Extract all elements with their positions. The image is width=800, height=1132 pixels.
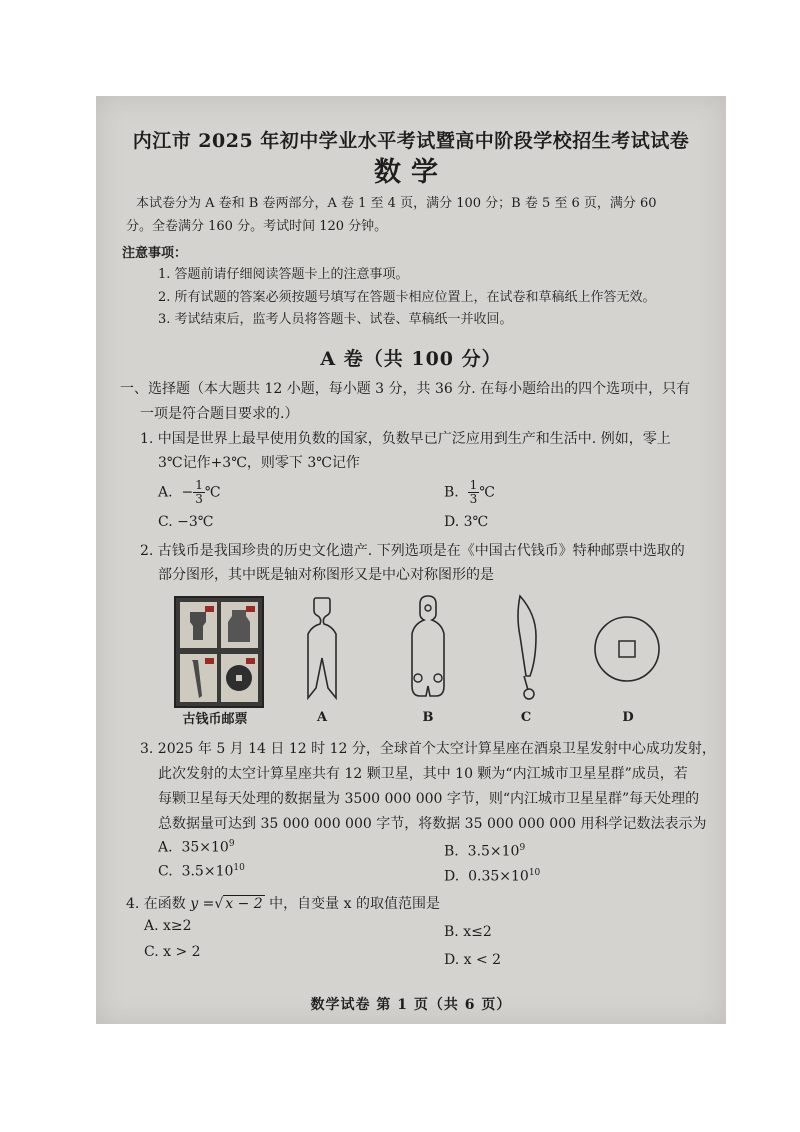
notice-item-2: 2. 所有试题的答案必须按题号填写在答题卡相应位置上，在试卷和草稿纸上作答无效。 [158,290,656,305]
q4-stem: 4. 在函数 y =√ x − 2 中，自变量 x 的取值范围是 [126,896,440,912]
coin-c-label: C [520,710,532,725]
subject-title: 数学 [374,157,448,188]
q3-line-3: 每颗卫星每天处理的数据量为 3500 000 000 字节，则“内江城市卫星星群”每天处理的 [158,791,700,807]
page-footer: 数学试卷 第 1 页（共 6 页） [310,997,512,1013]
exam-title: 内江市 2025 年初中学业水平考试暨高中阶段学校招生考试试卷 [132,130,690,152]
coin-d-outline [595,617,659,681]
part1-instructions-line-2: 一项是符合题目要求的.） [140,406,299,422]
intro-line-1: 本试卷分为 A 卷和 B 卷两部分，A 卷 1 至 4 页，满分 100 分；B 卷 5 至 6 页，满分 60 [136,196,657,211]
q3-option-c: C. $3.5\times 10^{10}$ [158,863,245,880]
coin-d-label: D [622,710,634,725]
coin-c-ring [524,689,534,699]
q4-option-d: D. x < 2 [444,952,502,968]
q2-line-1: 2. 古钱币是我国珍贵的历史文化遗产. 下列选项是在《中国古代钱币》特种邮票中选取的 [140,543,685,559]
q4-option-b: B. x≤2 [444,924,492,940]
coin-d-square-hole [619,641,635,657]
coin-a-label: A [316,710,328,725]
coin-b-right-hole [434,674,442,682]
q3-line-4: 总数据量可达到 35 000 000 000 字节，将数据 35 000 000 000 用科学记数法表示为 [158,816,707,832]
coin-c-knife-figure [502,592,552,706]
q1-option-a-fraction: $\frac{1}{3}$ [195,478,203,506]
exam-paper [96,96,726,1024]
coin-b-top-hole [425,605,431,611]
coin-b-left-hole [414,674,422,682]
q3-option-a: A. $35\times 10^9$ [158,839,235,856]
stamp-2-value [246,606,255,612]
q4-radical-sign: √ [214,896,224,912]
q2-line-2: 部分图形，其中既是轴对称图形又是中心对称图形的是 [158,567,494,583]
coin-stamp-image [176,598,262,706]
stamp-3-value [205,658,214,664]
notice-item-3: 3. 考试结束后，监考人员将答题卡、试卷、草稿纸一并收回。 [158,312,513,327]
coin-b-figure [398,592,458,704]
q4-radicand: x − 2 [225,896,263,912]
q1-option-b: B. $\frac{1}{3}$ ℃ [444,478,495,506]
notice-item-1: 1. 答题前请仔细阅读答题卡上的注意事项。 [158,267,409,282]
q1-option-c: C. −3℃ [158,514,214,530]
stamp-4-coin-hole [236,675,242,681]
stamp-caption: 古钱币邮票 [182,712,248,727]
coin-a-spade-figure [292,594,352,706]
coin-stamp-sheet [174,596,264,708]
q1-line-1: 1. 中国是世界上最早使用负数的国家，负数早已广泛应用到生产和生活中. 例如，零上 [140,431,671,447]
q1-option-d: D. 3℃ [444,514,489,530]
q4-option-c: C. x > 2 [144,944,201,960]
q1-option-a: A. − $\frac{1}{3}$ ℃ [158,478,221,506]
q1-line-2: 3℃记作+3℃，则零下 3℃记作 [158,455,360,471]
q4-function-lhs: y = [190,896,215,912]
intro-line-2: 分。全卷满分 160 分。考试时间 120 分钟。 [126,219,388,234]
coin-c-handle [524,676,528,690]
q3-line-2: 此次发射的太空计算星座共有 12 颗卫星，其中 10 颗为“内江城市卫星星群”成员，若 [158,766,688,782]
q4-option-a: A. x≥2 [144,918,192,934]
section-a-title: A 卷（共 100 分） [320,348,502,370]
q3-line-1: 3. 2025 年 5 月 14 日 12 时 12 分，全球首个太空计算星座在酒泉卫星发射中心成功发射， [140,741,716,757]
stamp-4-value [246,658,255,664]
coin-b-label: B [422,710,434,725]
part1-instructions-line-1: 一、选择题（本大题共 12 小题，每小题 3 分，共 36 分. 在每小题给出的四个选项中，只有 [120,381,691,397]
notice-heading: 注意事项： [122,246,188,261]
q3-option-d: D. $0.35\times 10^{10}$ [444,868,541,885]
coin-c-blade [518,596,536,676]
coin-d-round-figure [592,614,662,684]
stamp-1-value [205,606,214,612]
q1-option-b-fraction: $\frac{1}{3}$ [469,478,478,506]
q3-option-b: B. $3.5\times 10^9$ [444,843,526,860]
coin-a-outline [308,598,336,698]
